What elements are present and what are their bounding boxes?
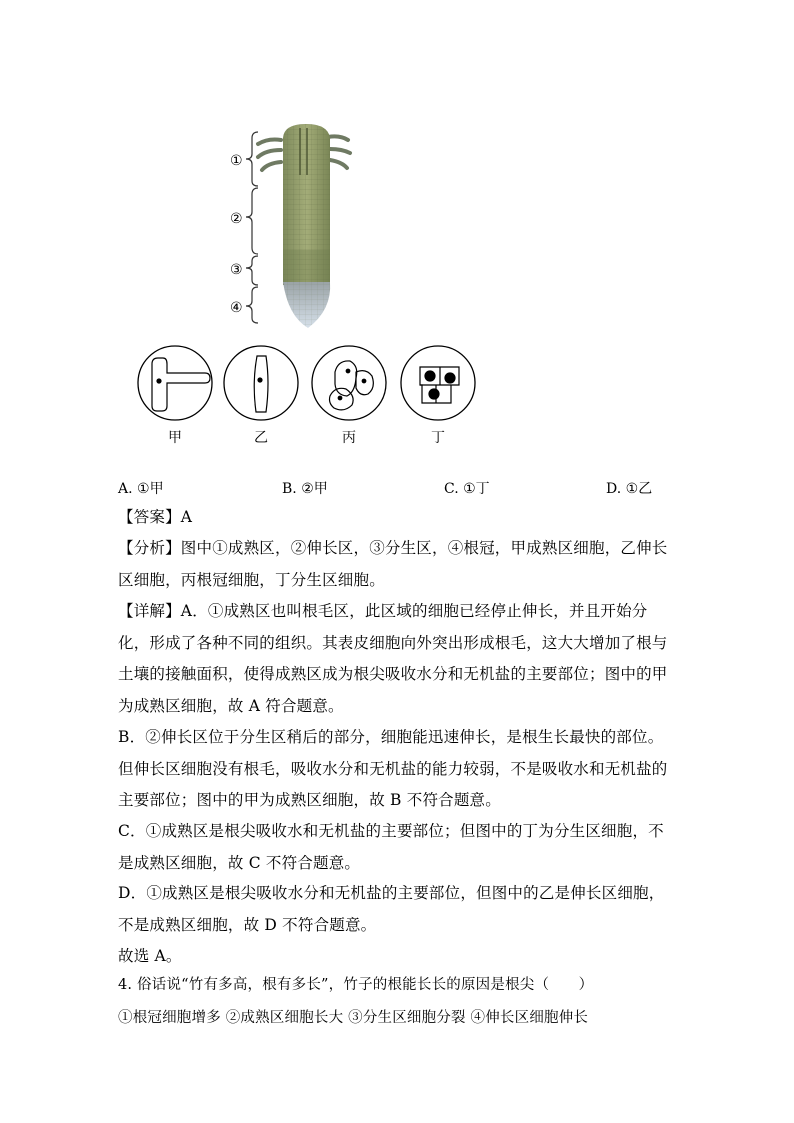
cell-label-bing: 丙 xyxy=(342,430,356,446)
question-4-statements: ①根冠细胞增多 ②成熟区细胞长大 ③分生区细胞分裂 ④伸长区细胞伸长 xyxy=(118,1010,589,1026)
option-b: B. ②甲 xyxy=(282,481,328,497)
cell-circle-bing xyxy=(312,346,386,420)
brace-1 xyxy=(246,132,258,186)
brace-2 xyxy=(246,188,258,254)
root-tip-figure xyxy=(0,0,794,460)
brace-4 xyxy=(246,287,258,323)
detail-b: B．②伸长区位于分生区稍后的部分，细胞能迅速伸长，是根生长最快的部位。但伸长区细胞没有根毛，吸收水分和无机盐的能力较弱，不是吸收水和无机盐的主要部位；图中的甲为成熟区细胞，故 B 不符合题意。 xyxy=(118,728,668,809)
cell-circle-ding xyxy=(401,346,475,420)
detail-d: D．①成熟区是根尖吸收水分和无机盐的主要部位，但图中的乙是伸长区细胞，不是成熟区细胞，故 D 不符合题意。 xyxy=(118,884,665,934)
conclusion: 故选 A。 xyxy=(118,947,182,965)
zone-label-1: ① xyxy=(230,153,243,169)
detail-a: 【详解】A．①成熟区也叫根毛区，此区域的细胞已经停止伸长，并且开始分化，形成了各种不同的组织。其表皮细胞向外突出形成根毛，这大大增加了根与土壤的接触面积，使得成熟区成为根尖吸收水分和无机盐的主要部位；图中的甲为成熟区细胞，故 A 符合题意。 xyxy=(118,602,668,715)
option-d: D. ①乙 xyxy=(606,481,653,497)
cell-label-ding: 丁 xyxy=(431,430,445,446)
question-4: 4. 俗话说“竹有多高，根有多长”，竹子的根能长长的原因是根尖（ ） xyxy=(118,977,594,993)
option-a: A. ①甲 xyxy=(118,481,164,497)
brace-3 xyxy=(246,256,258,285)
answer: 【答案】A xyxy=(118,508,193,526)
cell-label-yi: 乙 xyxy=(254,430,268,446)
cell-circle-yi xyxy=(224,346,298,420)
zone-label-2: ② xyxy=(230,211,243,227)
analysis: 【分析】图中①成熟区，②伸长区，③分生区，④根冠，甲成熟区细胞，乙伸长区细胞，丙根冠细胞，丁分生区细胞。 xyxy=(118,539,668,589)
detail-c: C．①成熟区是根尖吸收水和无机盐的主要部位；但图中的丁为分生区细胞，不是成熟区细胞，故 C 不符合题意。 xyxy=(118,822,664,872)
cell-label-jia: 甲 xyxy=(168,430,182,446)
zone-label-3: ③ xyxy=(230,262,243,278)
zone-label-4: ④ xyxy=(230,300,243,316)
option-c: C. ①丁 xyxy=(444,481,490,497)
